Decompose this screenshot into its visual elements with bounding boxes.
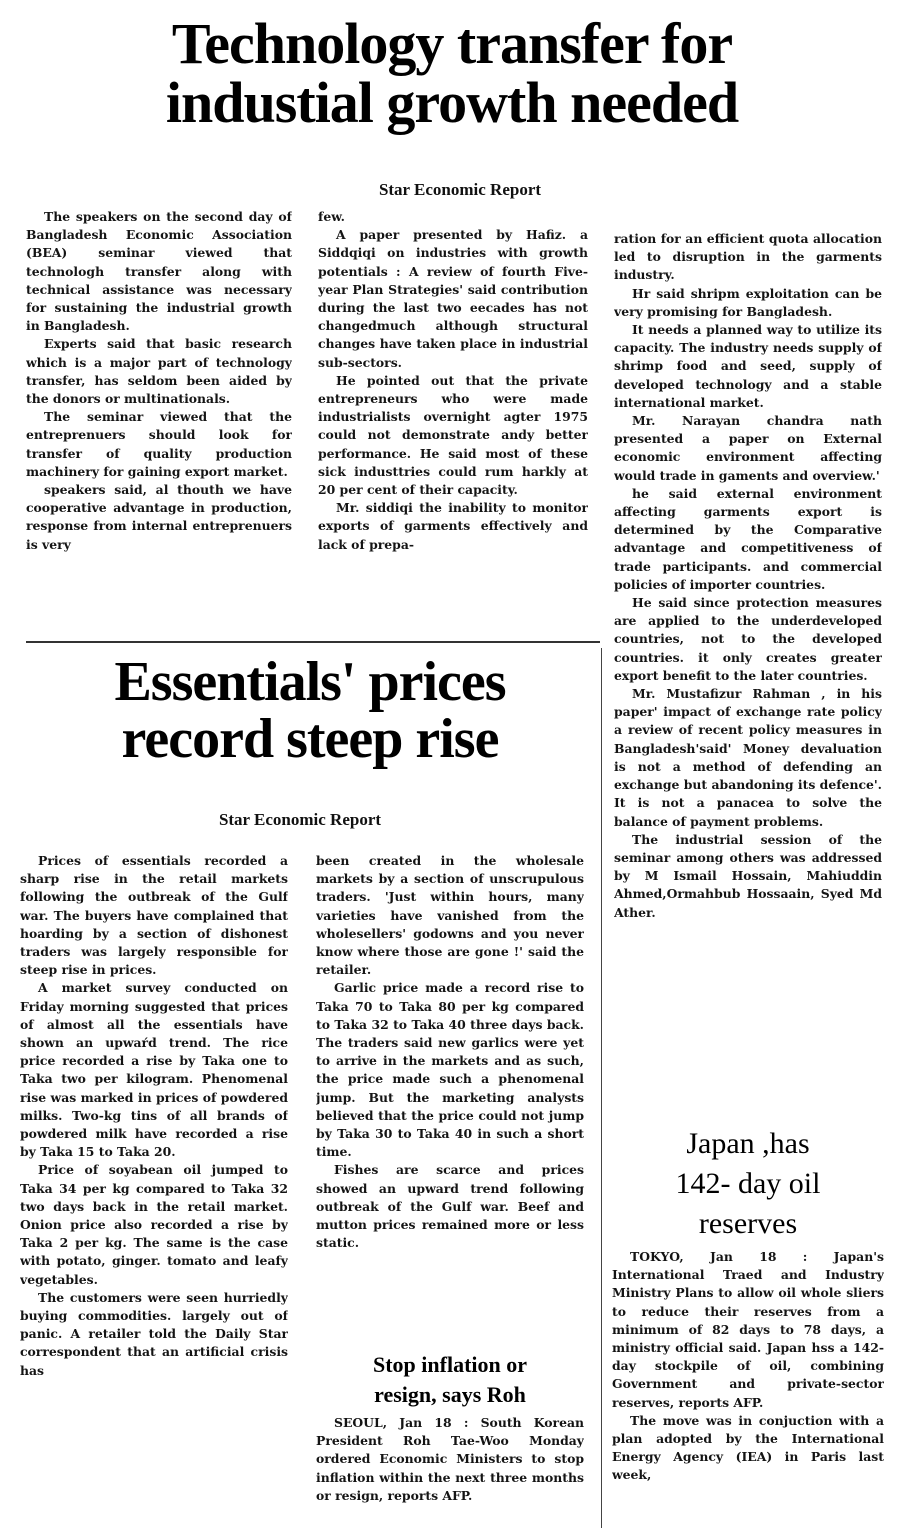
article1-column-3 — [614, 230, 882, 1125]
article1-col3-para-4: Mr. Narayan chandra nath presented a paper on External economic environment affecting would trade in gaments and overview.' — [614, 413, 882, 483]
article1-col3-para-7: Mr. Mustafizur Rahman , in his paper' impact of exchange rate policy a review of recent policy measures in Bangladesh'said' Money devaluation is not a method of defending an exchange but abandoning its defence'. It is not a panacea to solve the balance of payment problems. — [614, 686, 882, 829]
article2-col2-para-1: been created in the wholesale markets by a section of unscrupulous traders. 'Just within hours, many varieties have vanished from the wholesellers' godowns and you never know where those are gone !' said the retailer. — [316, 853, 584, 978]
article1-headline-line2: industial growth needed — [165, 70, 739, 136]
article2-headline — [20, 651, 600, 771]
article1-col3-para-6: He said since protection measures are applied to the underdeveloped countries, not to the developed countries. it only creates greater export benefit to the later countries. — [614, 595, 882, 683]
article1-col3-para-8: The industrial session of the seminar among others was addressed by M Ismail Hossain, Mahiuddin Ahmed,Ormahbub Hossaain, Syed Md Ather. — [614, 831, 882, 920]
article1-column-1 — [26, 208, 292, 628]
article1-col3-para-5: he said external environment affecting garments export is determined by the Comparative advantage and competitiveness of trade participants. and commercial policies of importer countries. — [614, 485, 882, 592]
article1-headline — [10, 11, 894, 136]
article4-headline-line1: Japan ,has — [686, 1127, 810, 1160]
article4-body-para-1: TOKYO, Jan 18 : Japan's International Traed and Industry Ministry Plans to allow oil whole sliers to reduce their reserves from a minimum of 82 days to 78 days, a ministry official said. Japan hss a 142- day stockpile of oil, combining Government and private-sector reserves, reports AFP. — [612, 1249, 884, 1410]
article4-headline — [612, 1124, 884, 1244]
article2-col1-para-2: A market survey conducted on Friday morning suggested that prices of almost all the essentials have shown an upwaŕd trend. The rice price recorded a rise by Taka one to Taka two per kilogram. Phenomenal rise was marked in prices of powdered milks. Two-kg tins of all brands of powdered milk have recorded a rise by Taka 15 to Taka 20. — [20, 980, 288, 1160]
article3-body — [316, 1414, 584, 1532]
article2-headline-line1: Essentials' prices — [114, 651, 506, 713]
article1-headline-line1: Technology transfer for — [171, 11, 733, 76]
article-divider — [26, 641, 600, 643]
article2-column-2 — [316, 852, 584, 1346]
article2-col1-para-1: Prices of essentials recorded a sharp rise in the retail markets following the outbreak of the Gulf war. The buyers have complained that hoarding by a section of dishonest traders was largely responsible for steep rise in prices. — [20, 853, 288, 978]
column-divider — [601, 648, 602, 1528]
article3-body-para: SEOUL, Jan 18 : South Korean President Roh Tae-Woo Monday ordered Economic Ministers to stop inflation within the next three months or resign, reports AFP. — [316, 1415, 584, 1503]
article2-col1-para-3: Price of soyabean oil jumped to Taka 34 per kg compared to Taka 32 two days back in the retail market. Onion price also recorded a rise by Taka 2 per kg. The same is the case with potato, ginger. tomato and leafy vegetables. — [20, 1162, 288, 1287]
article2-byline: Star Economic Report — [218, 810, 382, 829]
article2-col1-para-4: The customers were seen hurriedly buying commodities. largely out of panic. A retailer told the Daily Star correspondent that an artificial crisis has — [20, 1289, 288, 1378]
article2-headline-line2: record steep rise — [121, 708, 499, 771]
article3-headline-line1: Stop inflation or — [372, 1352, 528, 1377]
article3-headline — [316, 1350, 584, 1410]
article1-col1-para-4: speakers said, al thouth we have cooperative advantage in production, response from internal entreprenuers is very — [26, 482, 292, 552]
article1-col1-para-1: The speakers on the second day of Bangladesh Economic Association (BEA) seminar viewed that technologh transfer along with technical assistance was necessary for sustaining the industrial growth in Bangladesh. — [26, 209, 292, 334]
article1-col2-para-2: A paper presented by Hafiz. a Siddqiqi on industries with growth potentials : A review of fourth Five-year Plan Strategies' said contribution during the last two eecades has not changedmuch although structural changes have taken place in industrial sub-sectors. — [318, 227, 588, 370]
article4-headline-line3: reserves — [698, 1207, 798, 1240]
article2-col2-para-3: Fishes are scarce and prices showed an upward trend following outbreak of the Gulf war. Beef and mutton prices remained more or less static. — [316, 1162, 584, 1251]
article4-body — [612, 1248, 884, 1532]
article1-col2-para-1: few. — [318, 209, 345, 224]
article1-col3-para-3: It needs a planned way to utilize its capacity. The industry needs supply of shrimp food and seed, supply of developed technology and a stable international market. — [614, 322, 882, 410]
article1-col2-para-3: He pointed out that the private entrepreneurs who were made industrialists overnight agter 1975 could not demonstrate andy better performance. He said most of these sick industtries could rum harkly at 20 per cent of their capacity. — [318, 372, 588, 498]
article1-byline: Star Economic Report — [378, 180, 542, 199]
article1-col1-para-2: Experts said that basic research which is a major part of technology transfer, has seldom been aided by the donors or multinationals. — [26, 336, 292, 407]
article4-body-para-2: The move was in conjuction with a plan adopted by the International Energy Agency (IEA) in Paris last week, — [612, 1412, 884, 1483]
article2-col2-para-2: Garlic price made a record rise to Taka 70 to Taka 80 per kg compared to Taka 32 to Taka 40 three days back. The traders said new garlics were yet to arrive in the markets and as such, the price made such a phenomenal jump. But the marketing analysts believed that the price could not jump by Taka 30 to Taka 40 in such a short time. — [316, 980, 584, 1160]
article1-col2-para-4: Mr. siddiqi the inability to monitor exports of garments effectively and lack of prepa- — [318, 500, 588, 552]
article1-column-2 — [318, 208, 588, 628]
article4-headline-line2: 142- day oil — [675, 1167, 821, 1200]
article1-col3-para-2: Hr said shripm exploitation can be very promising for Bangladesh. — [614, 285, 882, 319]
article1-col3-para-1: ration for an efficient quota allocation led to disruption in the garments industry. — [614, 231, 882, 283]
article2-column-1 — [20, 852, 288, 1532]
article1-col1-para-3: The seminar viewed that the entreprenuers should look for transfer of quality production machinery for gaining export market. — [26, 409, 292, 479]
article3-headline-line2: resign, says Roh — [374, 1382, 526, 1407]
